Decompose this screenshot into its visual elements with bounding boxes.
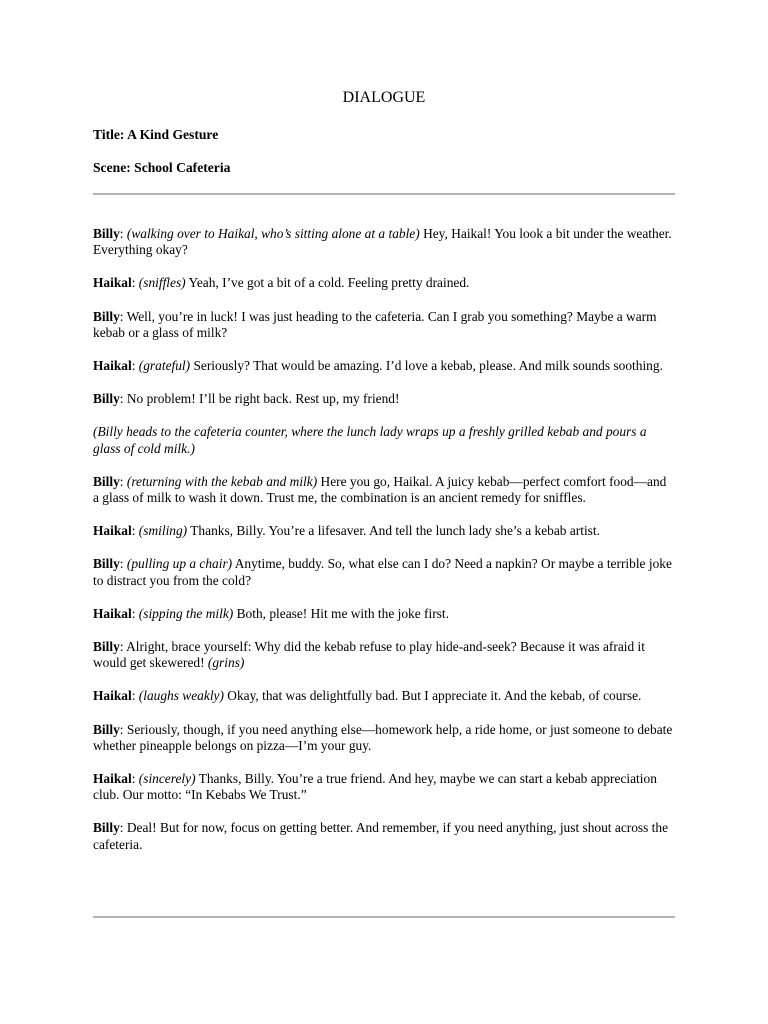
document-heading: DIALOGUE (342, 89, 426, 106)
speaker-name: Billy (93, 391, 120, 407)
dialogue-text: Alright, brace yourself: Why did the kebab refuse to play hide-and-seek? Because it was afraid it would get skewered! (93, 639, 645, 671)
stage-direction-text: (walking over to Haikal, who’s sitting alone at a table) (126, 226, 420, 241)
speaker-name: Haikal (93, 605, 132, 621)
dialogue-line: Billy: Seriously, though, if you need anything else—homework help, a ride home, or just someone to debate whether pineapple belongs on pizza—I’m your guy. (93, 721, 673, 753)
dialogue-line: Haikal: (sniffles) Yeah, I’ve got a bit of a cold. Feeling pretty drained. (93, 275, 470, 291)
speaker-name: Billy (93, 308, 120, 324)
dialogue-line: Haikal: (smiling) Thanks, Billy. You’re a lifesaver. And tell the lunch lady she’s a kebab artist. (93, 523, 600, 539)
dialogue-body (93, 226, 675, 870)
dialogue-text: Anytime, buddy. So, what else can I do? Need a napkin? Or maybe a terrible joke to distract you from the cold? (93, 556, 672, 588)
dialogue-text: Hey, Haikal! You look a bit under the weather. Everything okay? (93, 226, 672, 258)
bottom-divider (93, 916, 675, 918)
dialogue-line: Haikal: (laughs weakly) Okay, that was delightfully bad. But I appreciate it. And the kebab, of course. (93, 688, 642, 704)
stage-direction-text: (sniffles) (138, 275, 186, 291)
dialogue-line: Billy: Deal! But for now, focus on getting better. And remember, if you need anything, just shout across the cafeteria. (93, 820, 669, 852)
speaker-name: Haikal (93, 771, 132, 787)
stage-direction-text: (smiling) (138, 523, 188, 539)
dialogue-text: Thanks, Billy. You’re a true friend. And hey, maybe we can start a kebab appreciation club. Our motto: “In Kebabs We Trust.” (93, 771, 657, 803)
speaker-name: Billy (93, 226, 120, 241)
dialogue-line: Haikal: (sincerely) Thanks, Billy. You’re a true friend. And hey, maybe we can start a kebab appreciation club. Our motto: “In Kebabs We Trust.” (93, 771, 657, 803)
speaker-name: Billy (93, 473, 120, 489)
stage-direction-text: (grateful) (138, 358, 191, 374)
dialogue-line: Haikal: (grateful) Seriously? That would be amazing. I’d love a kebab, please. And milk sounds soothing. (93, 358, 663, 374)
speaker-name: Haikal (93, 358, 132, 374)
speaker-name: Haikal (93, 688, 132, 704)
top-divider (93, 193, 675, 195)
stage-direction-text: (returning with the kebab and milk) (126, 473, 318, 489)
dialogue-text: Thanks, Billy. You’re a lifesaver. And tell the lunch lady she’s a kebab artist. (187, 523, 600, 539)
speaker-name: Billy (93, 639, 120, 655)
dialogue-text: Well, you’re in luck! I was just heading to the cafeteria. Can I grab you something? Maybe a warm kebab or a glass of milk? (93, 308, 657, 340)
dialogue-line: Haikal: (sipping the milk) Both, please! Hit me with the joke first. (93, 605, 449, 621)
dialogue-text: Here you go, Haikal. A juicy kebab—perfect comfort food—and a glass of milk to wash it down. Trust me, the combination is an ancient remedy for sniffles. (93, 473, 667, 506)
dialogue-text: No problem! I’ll be right back. Rest up, my friend! (126, 391, 400, 407)
dialogue-text: Deal! But for now, focus on getting better. And remember, if you need anything, just shout across the cafeteria. (93, 820, 669, 852)
document-title: Title: A Kind Gesture (93, 127, 219, 142)
dialogue-text: Seriously, though, if you need anything else—homework help, a ride home, or just someone to debate whether pineapple belongs on pizza—I’m your guy. (93, 721, 673, 753)
speaker-name: Billy (93, 556, 120, 572)
dialogue-line: Billy: No problem! I’ll be right back. Rest up, my friend! (93, 391, 400, 407)
stage-direction-text: (sincerely) (138, 771, 196, 787)
stage-direction-text: (grins) (207, 655, 245, 671)
dialogue-line: Billy: Alright, brace yourself: Why did the kebab refuse to play hide-and-seek? Because it was afraid it would get skewered! (grins) (93, 639, 645, 671)
dialogue-text: Both, please! Hit me with the joke first. (233, 605, 449, 621)
dialogue-line: Billy: (returning with the kebab and milk) Here you go, Haikal. A juicy kebab—perfect comfort food—and a glass of milk to wash it down. Trust me, the combination is an ancient remedy for sniffles. (93, 473, 667, 506)
speaker-name: Haikal (93, 275, 132, 291)
scene-label: Scene: School Cafeteria (93, 160, 231, 175)
stage-direction-text: (laughs weakly) (138, 688, 224, 704)
dialogue-text: Seriously? That would be amazing. I’d love a kebab, please. And milk sounds soothing. (190, 358, 663, 374)
stage-direction-text: (pulling up a chair) (126, 556, 233, 572)
dialogue-text: Okay, that was delightfully bad. But I appreciate it. And the kebab, of course. (223, 688, 642, 704)
speaker-name: Billy (93, 820, 120, 836)
dialogue-line: Billy: (pulling up a chair) Anytime, buddy. So, what else can I do? Need a napkin? Or maybe a terrible joke to distract you from the cold? (93, 556, 672, 588)
dialogue-text: Yeah, I’ve got a bit of a cold. Feeling pretty drained. (185, 275, 470, 291)
speaker-name: Billy (93, 721, 120, 737)
dialogue-line: Billy: Well, you’re in luck! I was just heading to the cafeteria. Can I grab you something? Maybe a warm kebab or a glass of milk? (93, 308, 657, 340)
dialogue-line: Billy: (walking over to Haikal, who’s sitting alone at a table) Hey, Haikal! You look a bit under the weather. Everything okay? (93, 226, 672, 258)
stage-direction-text: (Billy heads to the cafeteria counter, where the lunch lady wraps up a freshly grilled kebab and pours a glass of cold milk.) (93, 424, 647, 456)
speaker-name: Haikal (93, 523, 132, 539)
stage-direction-text: (sipping the milk) (138, 605, 234, 621)
stage-direction (93, 424, 675, 456)
